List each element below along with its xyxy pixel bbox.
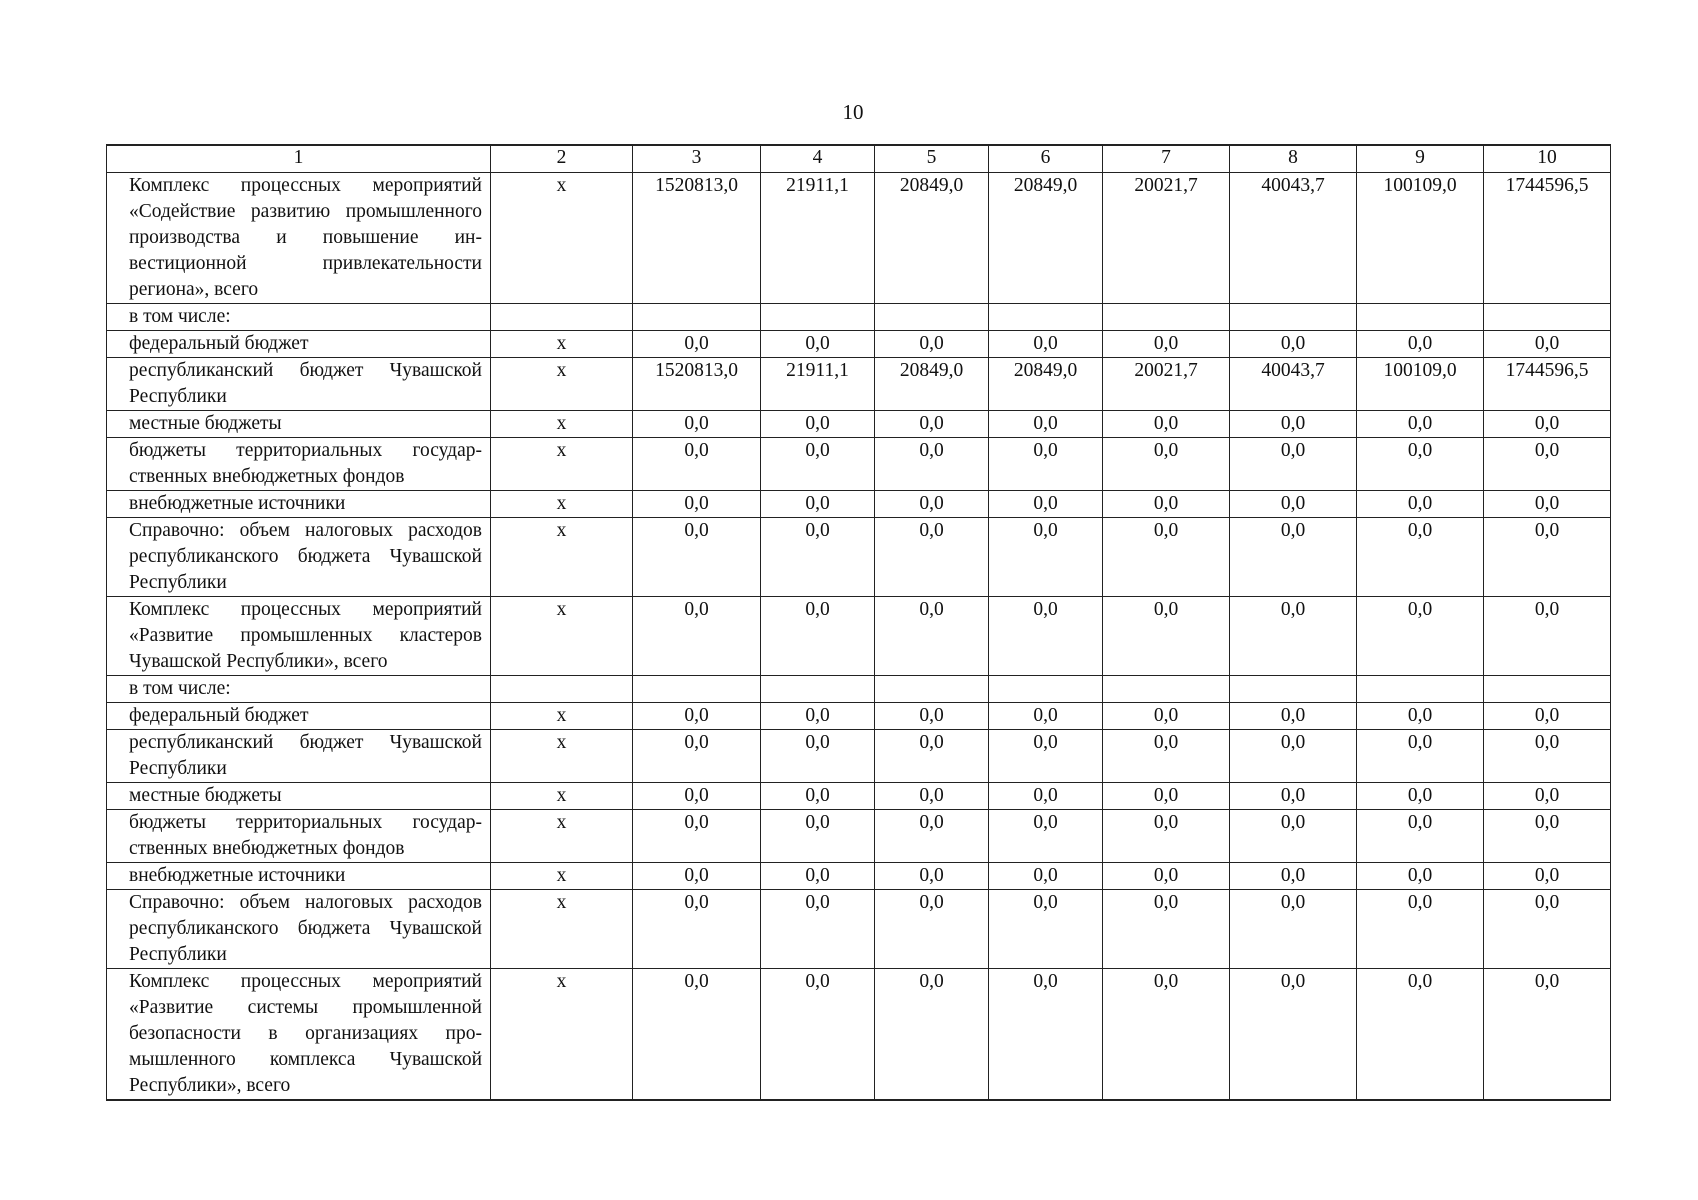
value-cell: 0,0 [875, 890, 989, 969]
code-cell: х [491, 518, 633, 597]
budget-table [106, 144, 1611, 1101]
code-cell: х [491, 863, 633, 890]
value-cell: 40043,7 [1230, 173, 1357, 304]
column-header: 3 [633, 145, 761, 173]
value-cell: 0,0 [761, 703, 875, 730]
code-cell: х [491, 969, 633, 1101]
value-cell [1484, 676, 1611, 703]
value-cell [1103, 676, 1230, 703]
value-cell: 0,0 [633, 518, 761, 597]
row-label: Справочно: объем налоговых расходов республиканского бюджета Чувашской Республики [107, 518, 491, 597]
value-cell: 100109,0 [1357, 358, 1484, 411]
column-header: 4 [761, 145, 875, 173]
column-header: 9 [1357, 145, 1484, 173]
table-row [107, 491, 1611, 518]
value-cell: 0,0 [1357, 518, 1484, 597]
value-cell: 0,0 [633, 863, 761, 890]
page-number: 10 [842, 100, 864, 124]
code-cell: х [491, 331, 633, 358]
value-cell: 0,0 [1103, 730, 1230, 783]
table-row [107, 518, 1611, 597]
column-header: 7 [1103, 145, 1230, 173]
table-row [107, 597, 1611, 676]
value-cell: 0,0 [633, 810, 761, 863]
code-cell: х [491, 703, 633, 730]
column-header: 2 [491, 145, 633, 173]
value-cell: 0,0 [1230, 890, 1357, 969]
value-cell: 0,0 [1357, 703, 1484, 730]
table-row [107, 676, 1611, 703]
value-cell: 0,0 [1230, 597, 1357, 676]
table-row [107, 304, 1611, 331]
value-cell: 0,0 [761, 810, 875, 863]
value-cell: 0,0 [989, 703, 1103, 730]
value-cell [1484, 304, 1611, 331]
value-cell: 0,0 [1357, 890, 1484, 969]
value-cell: 0,0 [875, 783, 989, 810]
value-cell: 0,0 [761, 518, 875, 597]
table-row [107, 863, 1611, 890]
table-row [107, 173, 1611, 304]
value-cell: 0,0 [1357, 438, 1484, 491]
value-cell: 0,0 [1357, 810, 1484, 863]
column-header: 8 [1230, 145, 1357, 173]
value-cell: 1744596,5 [1484, 173, 1611, 304]
row-label: в том числе: [107, 676, 491, 703]
value-cell: 0,0 [633, 331, 761, 358]
code-cell [491, 304, 633, 331]
value-cell: 0,0 [989, 438, 1103, 491]
value-cell: 0,0 [1484, 438, 1611, 491]
row-label: федеральный бюджет [107, 331, 491, 358]
column-header: 5 [875, 145, 989, 173]
value-cell: 0,0 [1484, 491, 1611, 518]
code-cell: х [491, 173, 633, 304]
value-cell: 0,0 [633, 783, 761, 810]
value-cell: 0,0 [633, 491, 761, 518]
row-label: в том числе: [107, 304, 491, 331]
value-cell: 0,0 [1357, 783, 1484, 810]
value-cell: 0,0 [1357, 491, 1484, 518]
value-cell: 0,0 [989, 810, 1103, 863]
column-header: 1 [107, 145, 491, 173]
value-cell: 0,0 [1230, 438, 1357, 491]
value-cell: 0,0 [989, 411, 1103, 438]
value-cell: 20849,0 [875, 358, 989, 411]
table-row [107, 783, 1611, 810]
table-row [107, 810, 1611, 863]
value-cell: 0,0 [1484, 331, 1611, 358]
table-row [107, 890, 1611, 969]
value-cell: 0,0 [989, 331, 1103, 358]
value-cell: 21911,1 [761, 173, 875, 304]
row-label: местные бюджеты [107, 411, 491, 438]
value-cell: 0,0 [1103, 597, 1230, 676]
value-cell: 0,0 [1230, 411, 1357, 438]
value-cell: 0,0 [1230, 518, 1357, 597]
value-cell: 0,0 [761, 890, 875, 969]
table-body [107, 145, 1611, 1100]
value-cell: 0,0 [875, 438, 989, 491]
value-cell: 0,0 [633, 597, 761, 676]
value-cell [761, 304, 875, 331]
value-cell: 0,0 [1103, 491, 1230, 518]
value-cell: 0,0 [875, 331, 989, 358]
table-row [107, 331, 1611, 358]
row-label: Комплекс процессных мероприятий «Содействие развитию промышленного производства и повышение инвестиционной привлекательности региона», всего [107, 173, 491, 304]
table-row [107, 438, 1611, 491]
value-cell: 0,0 [1357, 411, 1484, 438]
value-cell: 0,0 [875, 810, 989, 863]
value-cell: 0,0 [1484, 783, 1611, 810]
value-cell [1230, 304, 1357, 331]
value-cell: 0,0 [1230, 730, 1357, 783]
row-label: бюджеты территориальных государственных внебюджетных фондов [107, 438, 491, 491]
value-cell [1230, 676, 1357, 703]
row-label: бюджеты территориальных государственных внебюджетных фондов [107, 810, 491, 863]
value-cell: 0,0 [633, 703, 761, 730]
value-cell: 0,0 [989, 890, 1103, 969]
column-header: 10 [1484, 145, 1611, 173]
column-number-header-row [107, 145, 1611, 173]
row-label: Комплекс процессных мероприятий «Развитие промышленных кластеров Чувашской Республики», всего [107, 597, 491, 676]
value-cell: 20021,7 [1103, 173, 1230, 304]
value-cell: 0,0 [761, 411, 875, 438]
value-cell: 0,0 [875, 491, 989, 518]
value-cell: 0,0 [875, 863, 989, 890]
value-cell: 40043,7 [1230, 358, 1357, 411]
value-cell: 0,0 [1230, 969, 1357, 1101]
code-cell: х [491, 810, 633, 863]
value-cell: 100109,0 [1357, 173, 1484, 304]
value-cell: 1520813,0 [633, 358, 761, 411]
value-cell [1103, 304, 1230, 331]
row-label: местные бюджеты [107, 783, 491, 810]
value-cell: 0,0 [1103, 518, 1230, 597]
value-cell: 0,0 [761, 783, 875, 810]
row-label: Комплекс процессных мероприятий «Развитие системы промышленной безопасности в организациях промышленного комплекса Чувашской Республики», всего [107, 969, 491, 1101]
value-cell: 0,0 [1484, 703, 1611, 730]
value-cell: 0,0 [1230, 863, 1357, 890]
value-cell: 1520813,0 [633, 173, 761, 304]
row-label: республиканский бюджет Чувашской Республики [107, 358, 491, 411]
value-cell: 0,0 [1484, 810, 1611, 863]
value-cell: 0,0 [1484, 863, 1611, 890]
row-label: федеральный бюджет [107, 703, 491, 730]
row-label: Справочно: объем налоговых расходов республиканского бюджета Чувашской Республики [107, 890, 491, 969]
value-cell: 0,0 [633, 730, 761, 783]
column-header: 6 [989, 145, 1103, 173]
value-cell: 0,0 [989, 518, 1103, 597]
value-cell: 0,0 [633, 411, 761, 438]
value-cell: 0,0 [761, 730, 875, 783]
code-cell: х [491, 491, 633, 518]
table-row [107, 411, 1611, 438]
code-cell: х [491, 730, 633, 783]
value-cell [761, 676, 875, 703]
value-cell: 20849,0 [875, 173, 989, 304]
code-cell: х [491, 411, 633, 438]
value-cell [633, 676, 761, 703]
value-cell: 0,0 [1484, 597, 1611, 676]
value-cell: 1744596,5 [1484, 358, 1611, 411]
value-cell: 0,0 [989, 783, 1103, 810]
table-row [107, 730, 1611, 783]
value-cell: 0,0 [1230, 810, 1357, 863]
value-cell: 0,0 [761, 438, 875, 491]
value-cell: 0,0 [1484, 969, 1611, 1101]
row-label: республиканский бюджет Чувашской Республики [107, 730, 491, 783]
value-cell: 0,0 [1103, 703, 1230, 730]
value-cell [875, 304, 989, 331]
value-cell: 0,0 [1357, 597, 1484, 676]
value-cell: 0,0 [1357, 730, 1484, 783]
table-row [107, 358, 1611, 411]
value-cell: 0,0 [1103, 331, 1230, 358]
code-cell: х [491, 597, 633, 676]
value-cell: 0,0 [989, 597, 1103, 676]
value-cell: 0,0 [633, 438, 761, 491]
value-cell: 0,0 [989, 969, 1103, 1101]
value-cell: 0,0 [875, 730, 989, 783]
value-cell: 0,0 [1103, 810, 1230, 863]
value-cell: 0,0 [1357, 331, 1484, 358]
value-cell: 0,0 [1484, 890, 1611, 969]
value-cell: 0,0 [761, 331, 875, 358]
value-cell: 0,0 [1103, 783, 1230, 810]
value-cell: 0,0 [633, 890, 761, 969]
value-cell: 0,0 [1230, 331, 1357, 358]
value-cell: 0,0 [1103, 890, 1230, 969]
value-cell: 0,0 [875, 597, 989, 676]
row-label: внебюджетные источники [107, 491, 491, 518]
value-cell [1357, 676, 1484, 703]
value-cell [989, 304, 1103, 331]
value-cell: 0,0 [1103, 969, 1230, 1101]
value-cell: 20021,7 [1103, 358, 1230, 411]
value-cell: 0,0 [1357, 863, 1484, 890]
code-cell: х [491, 890, 633, 969]
value-cell: 0,0 [633, 969, 761, 1101]
value-cell: 0,0 [1230, 703, 1357, 730]
code-cell [491, 676, 633, 703]
value-cell: 0,0 [875, 703, 989, 730]
value-cell: 21911,1 [761, 358, 875, 411]
value-cell: 0,0 [1103, 863, 1230, 890]
value-cell [875, 676, 989, 703]
code-cell: х [491, 358, 633, 411]
value-cell: 20849,0 [989, 173, 1103, 304]
table-row [107, 703, 1611, 730]
code-cell: х [491, 438, 633, 491]
value-cell: 0,0 [1103, 438, 1230, 491]
code-cell: х [491, 783, 633, 810]
value-cell: 0,0 [875, 518, 989, 597]
value-cell: 0,0 [1230, 783, 1357, 810]
value-cell: 0,0 [761, 491, 875, 518]
value-cell: 0,0 [761, 597, 875, 676]
value-cell [1357, 304, 1484, 331]
row-label: внебюджетные источники [107, 863, 491, 890]
value-cell: 0,0 [1484, 411, 1611, 438]
value-cell: 0,0 [989, 730, 1103, 783]
value-cell: 0,0 [1484, 730, 1611, 783]
value-cell: 0,0 [1484, 518, 1611, 597]
value-cell: 0,0 [761, 863, 875, 890]
value-cell: 20849,0 [989, 358, 1103, 411]
value-cell [633, 304, 761, 331]
value-cell: 0,0 [989, 491, 1103, 518]
value-cell: 0,0 [875, 969, 989, 1101]
value-cell: 0,0 [1230, 491, 1357, 518]
table-row [107, 969, 1611, 1101]
value-cell: 0,0 [1357, 969, 1484, 1101]
value-cell: 0,0 [1103, 411, 1230, 438]
value-cell: 0,0 [875, 411, 989, 438]
value-cell: 0,0 [761, 969, 875, 1101]
value-cell [989, 676, 1103, 703]
value-cell: 0,0 [989, 863, 1103, 890]
